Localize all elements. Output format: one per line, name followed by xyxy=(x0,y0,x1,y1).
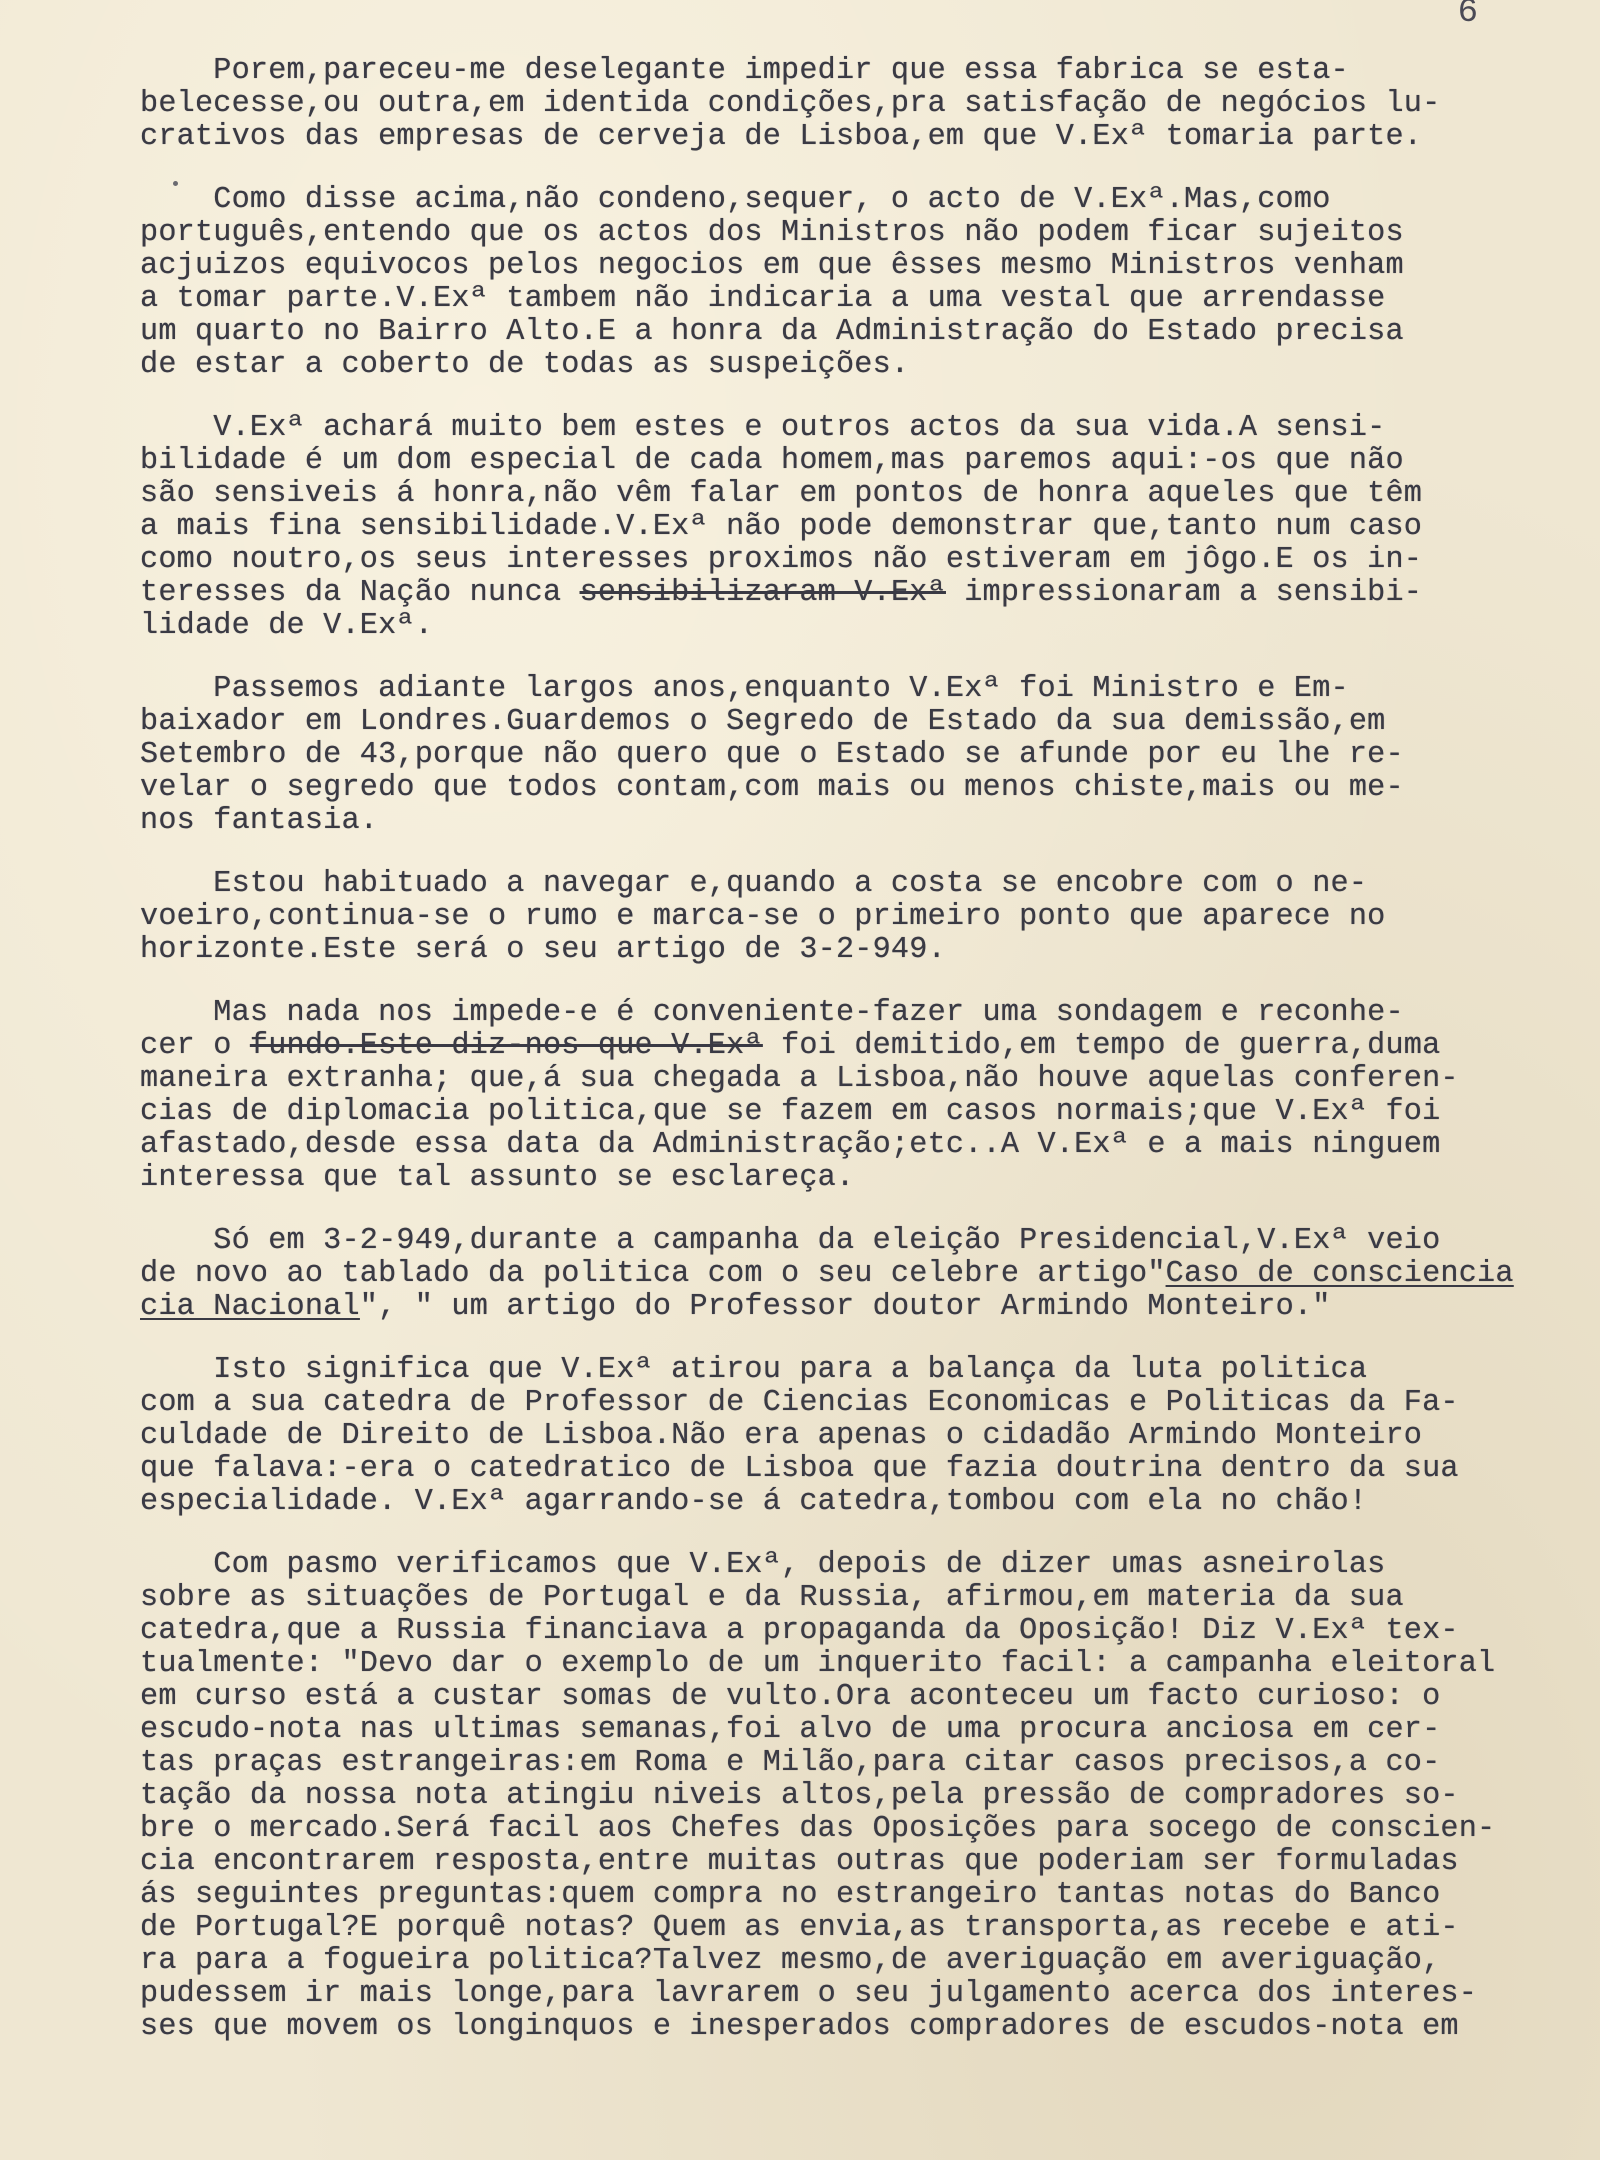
text-line: interessa que tal assunto se esclareça. xyxy=(140,1161,855,1195)
paragraph xyxy=(140,55,1595,154)
text-line: nos fantasia. xyxy=(140,804,379,838)
text-line: teresses da Nação nunca sensibilizaram V.Exª impressionaram a sensibi- xyxy=(140,576,1423,610)
text-line: tas praças estrangeiras:em Roma e Milão,para citar casos precisos,a co- xyxy=(140,1746,1441,1780)
text-line: ás seguintes preguntas:quem compra no estrangeiro tantas notas do Banco xyxy=(140,1878,1441,1912)
paragraph xyxy=(140,184,1595,382)
text-line: voeiro,continua-se o rumo e marca-se o primeiro ponto que aparece no xyxy=(140,900,1386,934)
paragraph xyxy=(140,997,1595,1195)
text-line: português,entendo que os actos dos Ministros não podem ficar sujeitos xyxy=(140,216,1404,250)
text-line: cia Nacional", " um artigo do Professor doutor Armindo Monteiro." xyxy=(140,1290,1331,1324)
text-line: Isto significa que V.Exª atirou para a balança da luta politica xyxy=(140,1353,1368,1387)
paragraph xyxy=(140,673,1595,838)
text-line: tação da nossa nota atingiu niveis altos,pela pressão de compradores so- xyxy=(140,1779,1459,1813)
text-line: tualmente: "Devo dar o exemplo de um inquerito facil: a campanha eleitoral xyxy=(140,1647,1496,1681)
paragraph xyxy=(140,412,1595,643)
text-line: sobre as situações de Portugal e da Russia, afirmou,em materia da sua xyxy=(140,1581,1404,1615)
text-line: de novo ao tablado da politica com o seu celebre artigo"Caso de consciencia xyxy=(140,1257,1514,1291)
text-line: acjuizos equivocos pelos negocios em que êsses mesmo Ministros venham xyxy=(140,249,1404,283)
text-line: Porem,pareceu-me deselegante impedir que essa fabrica se esta- xyxy=(140,54,1349,88)
paragraph xyxy=(140,1549,1595,2044)
text-line: como noutro,os seus interesses proximos não estiveram em jôgo.E os in- xyxy=(140,543,1423,577)
text-line: velar o segredo que todos contam,com mais ou menos chiste,mais ou me- xyxy=(140,771,1404,805)
text-line: bilidade é um dom especial de cada homem,mas paremos aqui:-os que não xyxy=(140,444,1404,478)
paragraph xyxy=(140,1225,1595,1324)
text-line: lidade de V.Exª. xyxy=(140,609,434,643)
paragraph xyxy=(140,1354,1595,1519)
text-line: culdade de Direito de Lisboa.Não era apenas o cidadão Armindo Monteiro xyxy=(140,1419,1423,1453)
text-line: baixador em Londres.Guardemos o Segredo de Estado da sua demissão,em xyxy=(140,705,1386,739)
text-line: de estar a coberto de todas as suspeições. xyxy=(140,348,910,382)
text-line: pudessem ir mais longe,para lavrarem o seu julgamento acerca dos interes- xyxy=(140,1977,1478,2011)
text-line: maneira extranha; que,á sua chegada a Lisboa,não houve aquelas conferen- xyxy=(140,1062,1459,1096)
typewritten-letter-body xyxy=(140,55,1595,2074)
text-line: Estou habituado a navegar e,quando a costa se encobre com o ne- xyxy=(140,867,1368,901)
text-line: um quarto no Bairro Alto.E a honra da Administração do Estado precisa xyxy=(140,315,1404,349)
text-line: a mais fina sensibilidade.V.Exª não pode demonstrar que,tanto num caso xyxy=(140,510,1423,544)
text-line: belecesse,ou outra,em identida condições,pra satisfação de negócios lu- xyxy=(140,87,1441,121)
text-line: Setembro de 43,porque não quero que o Estado se afunde por eu lhe re- xyxy=(140,738,1404,772)
underlined-title: Caso de consciencia xyxy=(1165,1257,1514,1291)
text-line: cer o fundo.Este diz-nos que V.Exª foi demitido,em tempo de guerra,duma xyxy=(140,1029,1441,1063)
text-line: de Portugal?E porquê notas? Quem as envia,as transporta,as recebe e ati- xyxy=(140,1911,1459,1945)
text-line: Como disse acima,não condeno,sequer, o acto de V.Exª.Mas,como xyxy=(140,183,1331,217)
text-line: Mas nada nos impede-e é conveniente-fazer uma sondagem e reconhe- xyxy=(140,996,1404,1030)
text-line: escudo-nota nas ultimas semanas,foi alvo de uma procura anciosa em cer- xyxy=(140,1713,1441,1747)
text-line: Passemos adiante largos anos,enquanto V.Exª foi Ministro e Em- xyxy=(140,672,1349,706)
text-line: bre o mercado.Será facil aos Chefes das Oposições para socego de conscien- xyxy=(140,1812,1496,1846)
text-line: afastado,desde essa data da Administração;etc..A V.Exª e a mais ninguem xyxy=(140,1128,1441,1162)
struck-text: fundo.Este diz-nos que V.Exª xyxy=(249,1029,763,1063)
text-line: ses que movem os longinquos e inesperados compradores de escudos-nota em xyxy=(140,2010,1459,2044)
text-line: cia encontrarem resposta,entre muitas outras que poderiam ser formuladas xyxy=(140,1845,1459,1879)
text-line: horizonte.Este será o seu artigo de 3-2-949. xyxy=(140,933,946,967)
text-line: V.Exª achará muito bem estes e outros actos da sua vida.A sensi- xyxy=(140,411,1386,445)
page-number: 6 xyxy=(1457,0,1478,32)
text-line: Com pasmo verificamos que V.Exª, depois de dizer umas asneirolas xyxy=(140,1548,1386,1582)
text-line: Só em 3-2-949,durante a campanha da eleição Presidencial,V.Exª veio xyxy=(140,1224,1441,1258)
text-line: crativos das empresas de cerveja de Lisboa,em que V.Exª tomaria parte. xyxy=(140,120,1423,154)
text-line: em curso está a custar somas de vulto.Ora aconteceu um facto curioso: o xyxy=(140,1680,1441,1714)
struck-text: sensibilizaram V.Exª xyxy=(579,576,946,610)
text-line: com a sua catedra de Professor de Ciencias Economicas e Politicas da Fa- xyxy=(140,1386,1459,1420)
paragraph xyxy=(140,868,1595,967)
text-line: especialidade. V.Exª agarrando-se á catedra,tombou com ela no chão! xyxy=(140,1485,1368,1519)
text-line: a tomar parte.V.Exª tambem não indicaria a uma vestal que arrendasse xyxy=(140,282,1386,316)
text-line: que falava:-era o catedratico de Lisboa que fazia doutrina dentro da sua xyxy=(140,1452,1459,1486)
text-line: são sensiveis á honra,não vêm falar em pontos de honra aqueles que têm xyxy=(140,477,1423,511)
text-line: cias de diplomacia politica,que se fazem em casos normais;que V.Exª foi xyxy=(140,1095,1441,1129)
underlined-title: cia Nacional xyxy=(140,1290,360,1324)
text-line: catedra,que a Russia financiava a propaganda da Oposição! Diz V.Exª tex- xyxy=(140,1614,1459,1648)
text-line: ra para a fogueira politica?Talvez mesmo,de averiguação em averiguação, xyxy=(140,1944,1441,1978)
